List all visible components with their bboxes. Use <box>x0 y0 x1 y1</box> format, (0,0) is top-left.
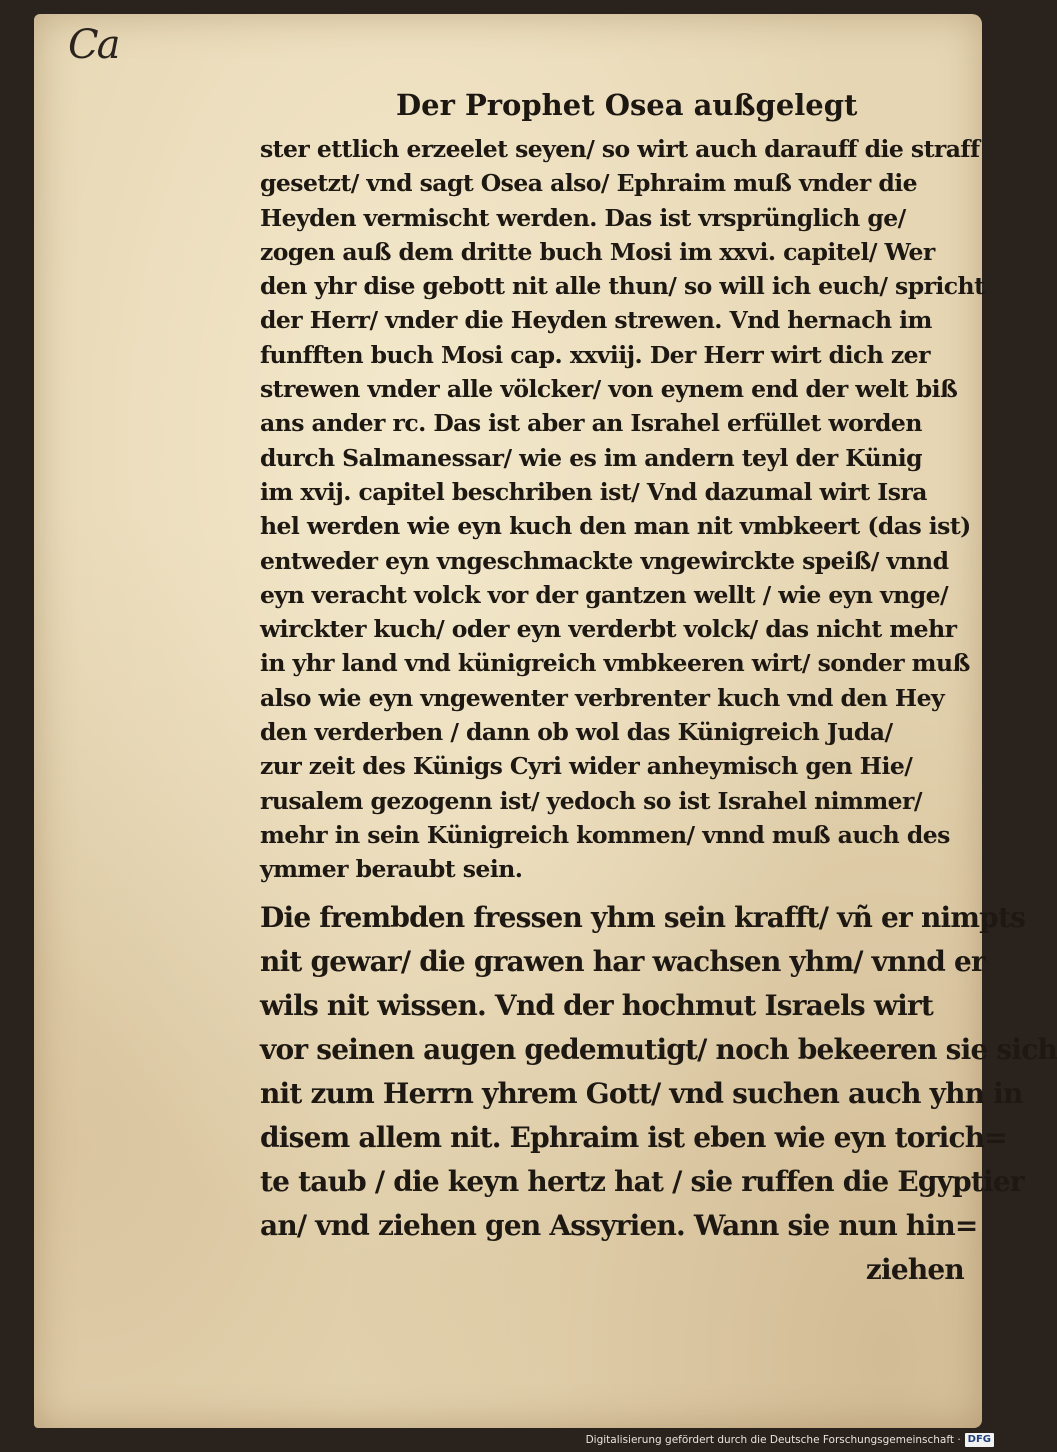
digitization-credit <box>586 1432 994 1448</box>
catchword: ziehen <box>865 1253 964 1286</box>
text-line: gesetzt/ vnd sagt Osea also/ Ephraim muß vnder die <box>260 169 918 198</box>
text-line: also wie eyn vngewenter verbrenter kuch vnd den Hey <box>260 683 945 712</box>
running-head: Der Prophet Osea außgelegt <box>396 88 858 122</box>
credit-text: Digitalisierung gefördert durch die Deutsche Forschungsgemeinschaft · <box>585 1434 961 1446</box>
text-line: den yhr dise gebott nit alle thun/ so will ich euch/ spricht <box>260 272 985 301</box>
text-line: ster ettlich erzeelet seyen/ so wirt auch darauff die straff <box>260 135 980 163</box>
text-line: wils nit wissen. Vnd der hochmut Israels wirt <box>260 989 934 1022</box>
text-line: im xvij. capitel beschriben ist/ Vnd dazumal wirt Isra <box>260 477 927 506</box>
text-line: Heyden vermischt werden. Das ist vrsprünglich ge/ <box>260 203 906 232</box>
text-line: eyn veracht volck vor der gantzen wellt / wie eyn vnge/ <box>260 580 949 609</box>
text-line: funfften buch Mosi cap. xxviij. Der Herr wirt dich zer <box>260 340 930 369</box>
text-line: rusalem gezogenn ist/ yedoch so ist Israhel nimmer/ <box>260 786 922 815</box>
text-line: mehr in sein Künigreich kommen/ vnnd muß auch des <box>260 820 950 849</box>
paragraph-1 <box>260 132 985 887</box>
text-line: vor seinen augen gedemutigt/ noch bekeeren sie sich <box>260 1033 1057 1066</box>
text-line: an/ vnd ziehen gen Assyrien. Wann sie nun hin= <box>260 1209 978 1242</box>
text-line: strewen vnder alle völcker/ von eynem end der welt biß <box>260 375 958 404</box>
text-line: entweder eyn vngeschmackte vngewirckte speiß/ vnnd <box>260 546 949 575</box>
text-line: Die frembden fressen yhm sein krafft/ vñ er nimpts <box>260 901 1026 934</box>
text-line: der Herr/ vnder die Heyden strewen. Vnd hernach im <box>260 306 932 335</box>
paragraph-2 <box>260 896 1057 1292</box>
text-line: in yhr land vnd künigreich vmbkeeren wirt/ sonder muß <box>260 649 970 678</box>
text-line: hel werden wie eyn kuch den man nit vmbkeert (das ist) <box>260 512 971 541</box>
text-line: durch Salmanessar/ wie es im andern teyl der Künig <box>260 443 922 472</box>
text-line: zur zeit des Künigs Cyri wider anheymisch gen Hie/ <box>260 752 913 781</box>
signature-mark: Ca <box>68 22 119 68</box>
text-line: nit zum Herrn yhrem Gott/ vnd suchen auch yhn in <box>260 1077 1023 1110</box>
dfg-logo: DFG <box>965 1433 994 1447</box>
text-line: den verderben / dann ob wol das Künigreich Juda/ <box>260 718 893 747</box>
text-line: ans ander rc. Das ist aber an Israhel erfüllet worden <box>260 409 922 438</box>
text-line: te taub / die keyn hertz hat / sie ruffen die Egyptier <box>260 1165 1024 1198</box>
text-line: wirckter kuch/ oder eyn verderbt volck/ das nicht mehr <box>260 615 957 644</box>
text-line: nit gewar/ die grawen har wachsen yhm/ vnnd er <box>260 945 985 978</box>
text-line: ymmer beraubt sein. <box>260 855 523 884</box>
text-line: zogen auß dem dritte buch Mosi im xxvi. capitel/ Wer <box>260 237 935 266</box>
text-line: disem allem nit. Ephraim ist eben wie eyn torich= <box>260 1121 1007 1154</box>
